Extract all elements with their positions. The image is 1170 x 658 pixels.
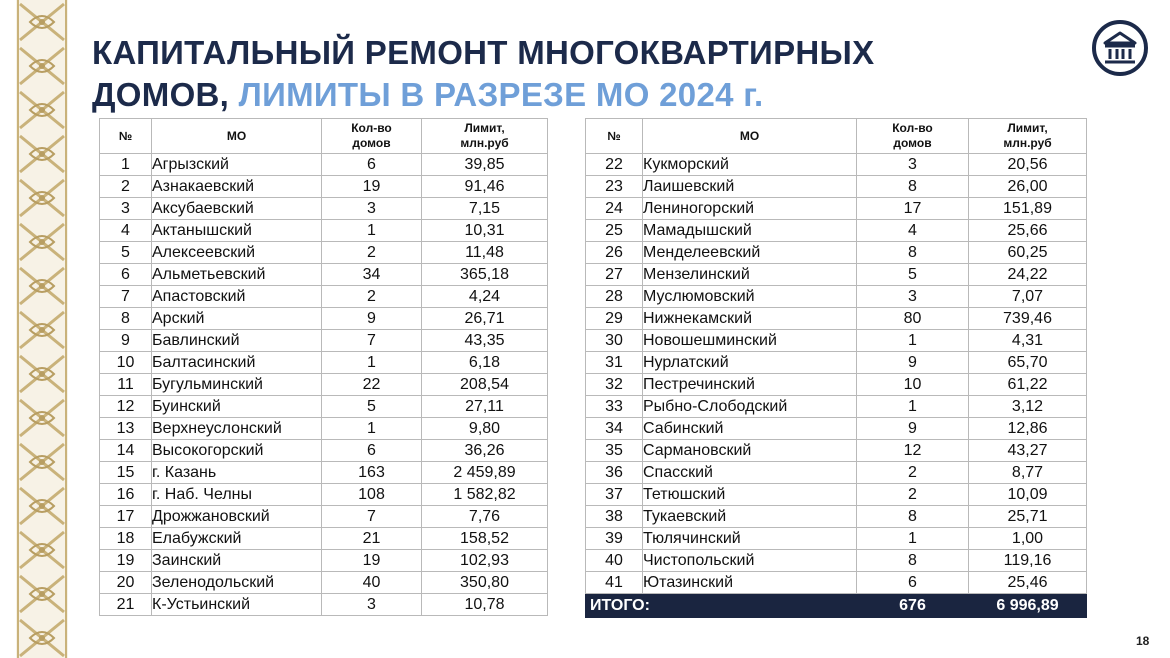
- row-number: 40: [586, 550, 643, 572]
- table-row: [100, 330, 548, 352]
- row-mo-name: г. Наб. Челны: [152, 484, 322, 506]
- row-houses: 8: [857, 506, 969, 528]
- table-row: [100, 462, 548, 484]
- table-header-row: [100, 119, 548, 154]
- row-houses: 4: [857, 220, 969, 242]
- table-row: [586, 286, 1087, 308]
- table-row: [586, 506, 1087, 528]
- table-row: [100, 264, 548, 286]
- row-mo-name: Сабинский: [643, 418, 857, 440]
- row-limit: 158,52: [422, 528, 548, 550]
- table-row: [586, 396, 1087, 418]
- row-limit: 20,56: [969, 154, 1087, 176]
- header-mo: МО: [152, 119, 322, 154]
- row-mo-name: Муслюмовский: [643, 286, 857, 308]
- row-houses: 12: [857, 440, 969, 462]
- row-limit: 119,16: [969, 550, 1087, 572]
- row-houses: 19: [322, 176, 422, 198]
- row-number: 22: [586, 154, 643, 176]
- row-mo-name: Арский: [152, 308, 322, 330]
- table-row: [586, 154, 1087, 176]
- row-houses: 40: [322, 572, 422, 594]
- row-limit: 9,80: [422, 418, 548, 440]
- row-limit: 65,70: [969, 352, 1087, 374]
- table-row: [586, 440, 1087, 462]
- row-limit: 1 582,82: [422, 484, 548, 506]
- row-number: 14: [100, 440, 152, 462]
- table-row: [100, 198, 548, 220]
- table-row: [586, 374, 1087, 396]
- row-number: 34: [586, 418, 643, 440]
- table-row: [100, 440, 548, 462]
- row-limit: 3,12: [969, 396, 1087, 418]
- row-houses: 22: [322, 374, 422, 396]
- row-houses: 5: [857, 264, 969, 286]
- row-number: 20: [100, 572, 152, 594]
- row-houses: 2: [857, 462, 969, 484]
- row-mo-name: Агрызский: [152, 154, 322, 176]
- table-row: [586, 462, 1087, 484]
- row-houses: 2: [322, 286, 422, 308]
- row-mo-name: Нурлатский: [643, 352, 857, 374]
- table-row: [586, 484, 1087, 506]
- table-row: [586, 352, 1087, 374]
- row-houses: 2: [857, 484, 969, 506]
- row-limit: 39,85: [422, 154, 548, 176]
- row-houses: 108: [322, 484, 422, 506]
- row-mo-name: К-Устьинский: [152, 594, 322, 616]
- row-limit: 25,71: [969, 506, 1087, 528]
- row-houses: 163: [322, 462, 422, 484]
- row-mo-name: Тукаевский: [643, 506, 857, 528]
- row-number: 7: [100, 286, 152, 308]
- row-mo-name: Высокогорский: [152, 440, 322, 462]
- row-houses: 3: [322, 198, 422, 220]
- row-limit: 10,78: [422, 594, 548, 616]
- table-row: [100, 418, 548, 440]
- row-limit: 739,46: [969, 308, 1087, 330]
- header-houses: Кол-во домов: [322, 119, 422, 154]
- row-houses: 1: [857, 528, 969, 550]
- row-houses: 21: [322, 528, 422, 550]
- table-row: [100, 528, 548, 550]
- row-mo-name: Чистопольский: [643, 550, 857, 572]
- title-line-2-accent: ЛИМИТЫ В РАЗРЕЗЕ МО 2024 г.: [238, 76, 764, 113]
- row-mo-name: Тетюшский: [643, 484, 857, 506]
- table-row: [100, 572, 548, 594]
- row-limit: 25,66: [969, 220, 1087, 242]
- row-limit: 25,46: [969, 572, 1087, 594]
- row-houses: 9: [857, 352, 969, 374]
- total-limit: 6 996,89: [969, 594, 1087, 618]
- row-houses: 17: [857, 198, 969, 220]
- title-line-1: КАПИТАЛЬНЫЙ РЕМОНТ МНОГОКВАРТИРНЫХ: [92, 34, 875, 71]
- row-number: 1: [100, 154, 152, 176]
- row-houses: 34: [322, 264, 422, 286]
- row-number: 35: [586, 440, 643, 462]
- total-houses: 676: [857, 594, 969, 618]
- row-number: 15: [100, 462, 152, 484]
- row-limit: 10,31: [422, 220, 548, 242]
- table-row: [100, 154, 548, 176]
- table-row: [586, 418, 1087, 440]
- table-row: [100, 220, 548, 242]
- ornament-border: [16, 0, 68, 658]
- table-row: [100, 242, 548, 264]
- row-mo-name: Апастовский: [152, 286, 322, 308]
- table-row: [100, 308, 548, 330]
- row-mo-name: Елабужский: [152, 528, 322, 550]
- row-limit: 10,09: [969, 484, 1087, 506]
- row-limit: 43,35: [422, 330, 548, 352]
- row-mo-name: Буинский: [152, 396, 322, 418]
- row-mo-name: Ютазинский: [643, 572, 857, 594]
- row-number: 12: [100, 396, 152, 418]
- row-number: 26: [586, 242, 643, 264]
- row-mo-name: Верхнеуслонский: [152, 418, 322, 440]
- row-houses: 6: [322, 154, 422, 176]
- table-row: [100, 396, 548, 418]
- row-houses: 5: [322, 396, 422, 418]
- header-limit: Лимит, млн.руб: [422, 119, 548, 154]
- header-num: №: [100, 119, 152, 154]
- table-row: [586, 198, 1087, 220]
- table-row: [100, 550, 548, 572]
- row-limit: 151,89: [969, 198, 1087, 220]
- row-houses: 1: [857, 330, 969, 352]
- row-limit: 7,76: [422, 506, 548, 528]
- row-houses: 1: [322, 352, 422, 374]
- row-mo-name: Мензелинский: [643, 264, 857, 286]
- row-limit: 102,93: [422, 550, 548, 572]
- row-mo-name: Азнакаевский: [152, 176, 322, 198]
- row-number: 38: [586, 506, 643, 528]
- header-houses: Кол-во домов: [857, 119, 969, 154]
- row-number: 11: [100, 374, 152, 396]
- row-houses: 10: [857, 374, 969, 396]
- row-mo-name: Новошешминский: [643, 330, 857, 352]
- table-row: [100, 484, 548, 506]
- row-mo-name: Пестречинский: [643, 374, 857, 396]
- row-mo-name: Дрожжановский: [152, 506, 322, 528]
- row-number: 30: [586, 330, 643, 352]
- header-limit: Лимит, млн.руб: [969, 119, 1087, 154]
- row-limit: 6,18: [422, 352, 548, 374]
- row-number: 23: [586, 176, 643, 198]
- row-number: 6: [100, 264, 152, 286]
- row-houses: 9: [322, 308, 422, 330]
- row-number: 10: [100, 352, 152, 374]
- row-limit: 4,31: [969, 330, 1087, 352]
- table-header-row: [586, 119, 1087, 154]
- row-mo-name: Менделеевский: [643, 242, 857, 264]
- total-row: [586, 594, 1087, 618]
- row-houses: 1: [322, 220, 422, 242]
- row-houses: 80: [857, 308, 969, 330]
- row-houses: 3: [322, 594, 422, 616]
- row-mo-name: Кукморский: [643, 154, 857, 176]
- row-number: 2: [100, 176, 152, 198]
- row-mo-name: Актанышский: [152, 220, 322, 242]
- row-limit: 26,71: [422, 308, 548, 330]
- row-limit: 7,07: [969, 286, 1087, 308]
- row-houses: 8: [857, 176, 969, 198]
- row-mo-name: Нижнекамский: [643, 308, 857, 330]
- row-houses: 2: [322, 242, 422, 264]
- row-number: 25: [586, 220, 643, 242]
- row-number: 13: [100, 418, 152, 440]
- row-number: 9: [100, 330, 152, 352]
- row-houses: 9: [857, 418, 969, 440]
- row-number: 39: [586, 528, 643, 550]
- row-number: 18: [100, 528, 152, 550]
- row-number: 4: [100, 220, 152, 242]
- row-houses: 8: [857, 242, 969, 264]
- row-number: 8: [100, 308, 152, 330]
- header-mo: МО: [643, 119, 857, 154]
- row-number: 3: [100, 198, 152, 220]
- row-number: 17: [100, 506, 152, 528]
- row-number: 36: [586, 462, 643, 484]
- table-row: [100, 176, 548, 198]
- row-mo-name: Тюлячинский: [643, 528, 857, 550]
- table-row: [586, 308, 1087, 330]
- table-row: [586, 264, 1087, 286]
- table-row: [586, 550, 1087, 572]
- row-limit: 43,27: [969, 440, 1087, 462]
- table-row: [586, 528, 1087, 550]
- row-limit: 7,15: [422, 198, 548, 220]
- row-number: 27: [586, 264, 643, 286]
- row-number: 37: [586, 484, 643, 506]
- table-row: [586, 220, 1087, 242]
- row-mo-name: Балтасинский: [152, 352, 322, 374]
- columns-building-icon: [1091, 19, 1149, 77]
- row-mo-name: Лаишевский: [643, 176, 857, 198]
- row-houses: 1: [857, 396, 969, 418]
- row-limit: 350,80: [422, 572, 548, 594]
- row-limit: 12,86: [969, 418, 1087, 440]
- row-houses: 1: [322, 418, 422, 440]
- row-limit: 27,11: [422, 396, 548, 418]
- row-mo-name: Бугульминский: [152, 374, 322, 396]
- title-line-2: [92, 74, 874, 116]
- table-row: [100, 594, 548, 616]
- row-limit: 36,26: [422, 440, 548, 462]
- table-row: [100, 352, 548, 374]
- row-mo-name: Заинский: [152, 550, 322, 572]
- row-number: 5: [100, 242, 152, 264]
- total-label: ИТОГО:: [586, 594, 857, 618]
- row-limit: 61,22: [969, 374, 1087, 396]
- row-number: 24: [586, 198, 643, 220]
- table-row: [586, 330, 1087, 352]
- row-limit: 365,18: [422, 264, 548, 286]
- row-limit: 8,77: [969, 462, 1087, 484]
- row-houses: 7: [322, 330, 422, 352]
- row-number: 28: [586, 286, 643, 308]
- row-number: 32: [586, 374, 643, 396]
- row-number: 41: [586, 572, 643, 594]
- row-number: 29: [586, 308, 643, 330]
- row-mo-name: Рыбно-Слободский: [643, 396, 857, 418]
- row-houses: 3: [857, 286, 969, 308]
- row-limit: 26,00: [969, 176, 1087, 198]
- row-houses: 6: [322, 440, 422, 462]
- row-mo-name: Алексеевский: [152, 242, 322, 264]
- title-line-2-dark: ДОМОВ,: [92, 76, 230, 113]
- row-mo-name: Мамадышский: [643, 220, 857, 242]
- limits-table-left: [99, 118, 548, 616]
- header-num: №: [586, 119, 643, 154]
- row-number: 21: [100, 594, 152, 616]
- table-row: [586, 572, 1087, 594]
- table-row: [100, 374, 548, 396]
- row-mo-name: Зеленодольский: [152, 572, 322, 594]
- limits-table-right: [585, 118, 1087, 618]
- row-limit: 24,22: [969, 264, 1087, 286]
- row-limit: 60,25: [969, 242, 1087, 264]
- row-limit: 208,54: [422, 374, 548, 396]
- row-mo-name: Альметьевский: [152, 264, 322, 286]
- row-houses: 6: [857, 572, 969, 594]
- page-title: [92, 32, 874, 116]
- row-mo-name: Спасский: [643, 462, 857, 484]
- table-row: [586, 176, 1087, 198]
- row-mo-name: г. Казань: [152, 462, 322, 484]
- row-houses: 19: [322, 550, 422, 572]
- row-mo-name: Лениногорский: [643, 198, 857, 220]
- row-number: 31: [586, 352, 643, 374]
- row-houses: 3: [857, 154, 969, 176]
- row-houses: 8: [857, 550, 969, 572]
- table-row: [586, 242, 1087, 264]
- row-limit: 4,24: [422, 286, 548, 308]
- table-row: [100, 506, 548, 528]
- row-limit: 2 459,89: [422, 462, 548, 484]
- row-mo-name: Сармановский: [643, 440, 857, 462]
- row-number: 19: [100, 550, 152, 572]
- row-mo-name: Бавлинский: [152, 330, 322, 352]
- row-limit: 11,48: [422, 242, 548, 264]
- page-number: 18: [1136, 634, 1150, 648]
- row-limit: 1,00: [969, 528, 1087, 550]
- table-row: [100, 286, 548, 308]
- row-mo-name: Аксубаевский: [152, 198, 322, 220]
- row-limit: 91,46: [422, 176, 548, 198]
- row-houses: 7: [322, 506, 422, 528]
- row-number: 33: [586, 396, 643, 418]
- row-number: 16: [100, 484, 152, 506]
